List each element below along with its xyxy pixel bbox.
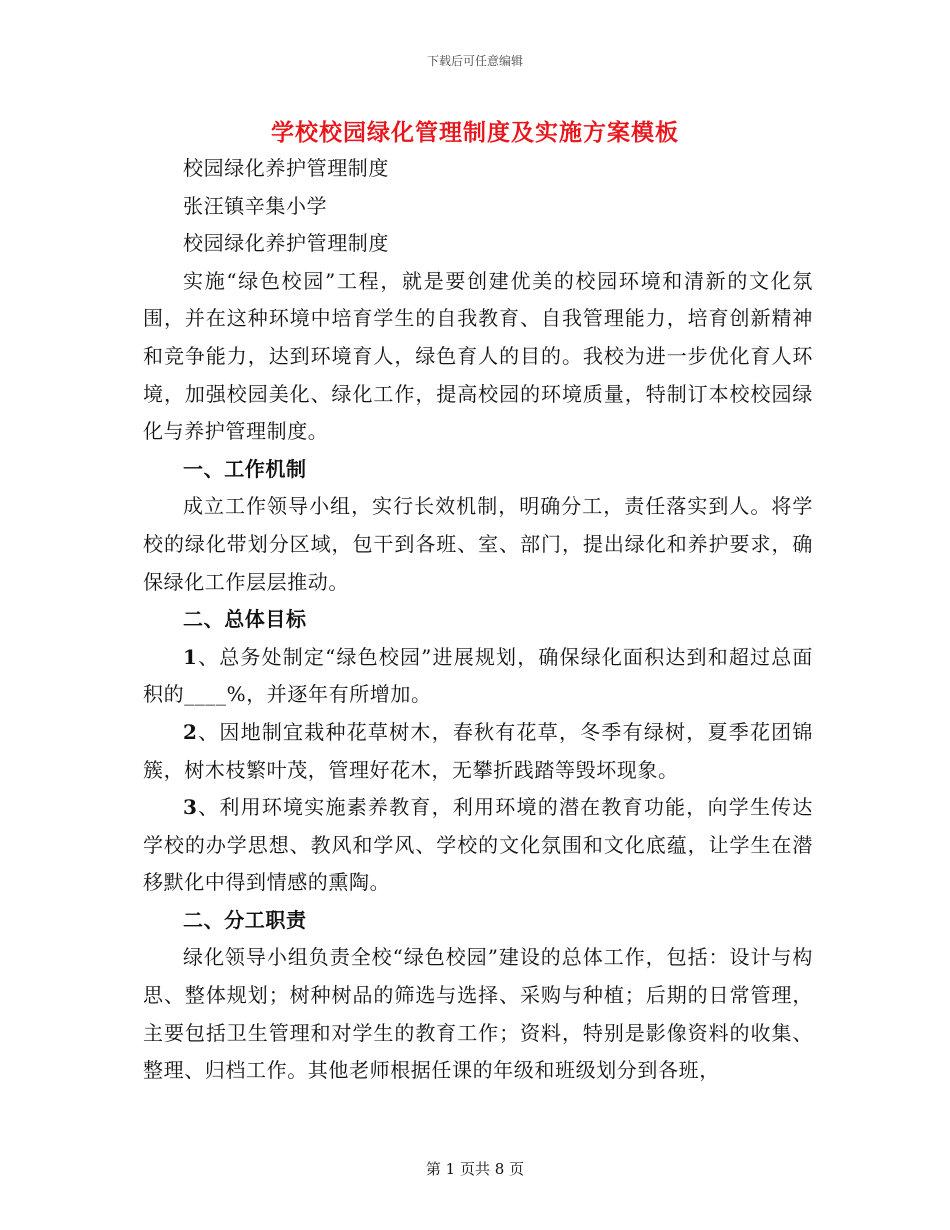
goal-item-3-number: 3	[183, 795, 198, 820]
page-footer: 第 1 页共 8 页	[425, 1160, 525, 1178]
goal-item-3-text: 、利用环境实施素养教育，利用环境的潜在教育功能，向学生传达学校的办学思想、教风和学风、学校的文化氛围和文化底蕴，让学生在潜移默化中得到情感的熏陶。	[143, 795, 813, 895]
header-note: 下载后可任意编辑	[426, 54, 523, 68]
goal-item-3	[143, 789, 813, 902]
section-1-heading: 一、工作机制	[183, 456, 307, 481]
section-3-heading: 二、分工职责	[183, 907, 307, 932]
subtitle-line-2: 校园绿化养护管理制度	[183, 231, 389, 256]
goal-item-2-number: 2	[183, 719, 198, 744]
goal-item-1-text: 、总务处制定“绿色校园”进展规划，确保绿化面积达到和超过总面积的____%，并逐年有所增加。	[143, 644, 813, 707]
goal-item-2	[143, 714, 813, 789]
subtitle-line-1: 校园绿化养护管理制度	[183, 156, 389, 180]
goal-item-1-number: 1	[183, 644, 198, 669]
goal-item-2-text: 、因地制宜栽种花草树木，春秋有花草，冬季有绿树，夏季花团锦簇，树木枝繁叶茂，管理好花木，无攀折践踏等毁坏现象。	[143, 719, 813, 782]
section-3-body: 绿化领导小组负责全校“绿色校园”建设的总体工作，包括：设计与构思、整体规划；树种树品的筛选与选择、采购与种植；后期的日常管理，主要包括卫生管理和对学生的教育工作；资料，特别是影像资料的收集、整理、归档工作。其他老师根据任课的年级和班级划分到各班，	[143, 945, 813, 1083]
section-1-body: 成立工作领导小组，实行长效机制，明确分工，责任落实到人。将学校的绿化带划分区域，包干到各班、室、部门，提出绿化和养护要求，确保绿化工作层层推动。	[143, 494, 813, 594]
document-body	[143, 150, 813, 1090]
section-2-heading: 二、总体目标	[183, 607, 307, 632]
goal-item-1	[143, 639, 813, 714]
intro-paragraph: 实施“绿色校园”工程，就是要创建优美的校园环境和清新的文化氛围，并在这种环境中培育学生的自我教育、自我管理能力，培育创新精神和竞争能力，达到环境育人，绿色育人的目的。我校为进一步优化育人环境，加强校园美化、绿化工作，提高校园的环境质量，特制订本校校园绿化与养护管理制度。	[143, 268, 813, 444]
document-title: 学校校园绿化管理制度及实施方案模板	[271, 119, 679, 146]
school-name-line: 张汪镇辛集小学	[183, 193, 328, 218]
